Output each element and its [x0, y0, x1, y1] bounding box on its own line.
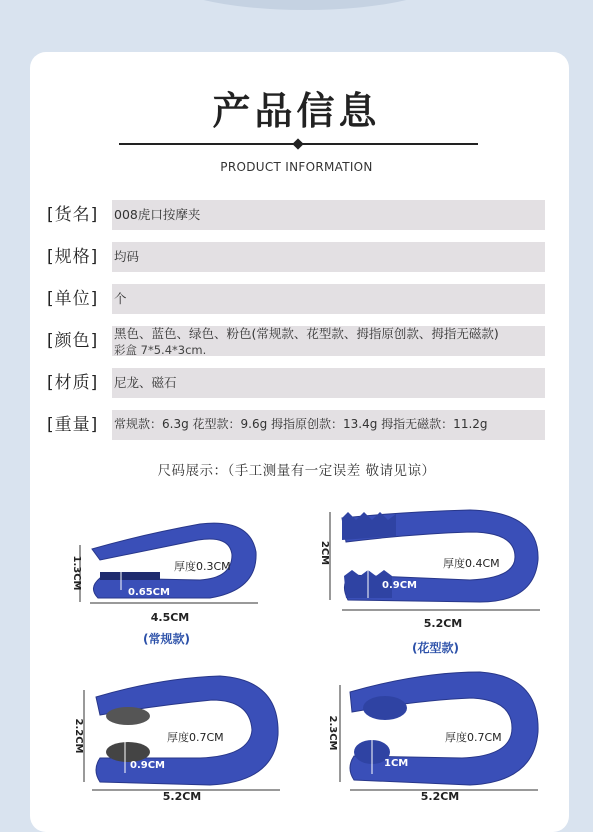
info-value-line1: 黑色、蓝色、绿色、粉色(常规款、花型款、拇指原创款、拇指无磁款): [114, 326, 499, 341]
clip-regular: [71, 523, 258, 624]
info-label: [材质]: [47, 373, 99, 393]
clip-regular-height: 1.3CM: [71, 555, 82, 591]
clip-flower-thickness: 厚度0.4CM: [443, 557, 500, 570]
info-value: 个: [112, 284, 545, 314]
clip-thumb-nomagnet: [327, 672, 538, 800]
info-value: 均码: [112, 242, 545, 272]
clip-flower-caption: (花型款): [412, 641, 459, 655]
clip-thumb-original-magnet-bottom: [106, 742, 150, 762]
info-label: [规格]: [47, 247, 99, 267]
clip-thumb-nomagnet-length: 5.2CM: [420, 790, 460, 800]
clip-flower-gap: 0.9CM: [382, 580, 418, 591]
clip-thumb-original-magnet-top: [106, 707, 150, 725]
clip-thumb-nomagnet-gap: 1CM: [384, 758, 409, 769]
info-label: [重量]: [47, 415, 99, 435]
clip-regular-length: 4.5CM: [150, 611, 190, 624]
info-value-line2: 彩盒 7*5.4*3cm.: [114, 343, 207, 356]
clip-thumb-nomagnet-body: [350, 672, 538, 785]
page-title: 产品信息: [212, 89, 381, 133]
info-label: [货名]: [47, 205, 99, 225]
info-value: 尼龙、磁石: [112, 368, 545, 398]
info-value: 常规款：6.3g 花型款：9.6g 拇指原创款：13.4g 拇指无磁款：11.2g: [112, 410, 545, 440]
clip-thumb-original-height: 2.2CM: [73, 718, 84, 754]
page-subtitle: PRODUCT INFORMATION: [220, 160, 373, 174]
clip-thumb-nomagnet-height: 2.3CM: [327, 715, 338, 751]
clip-regular-magnet: [100, 572, 160, 580]
clip-flower-height: 2CM: [319, 540, 330, 566]
info-label: [颜色]: [47, 331, 99, 351]
clip-flower: [319, 510, 540, 630]
clip-flower-length: 5.2CM: [423, 617, 463, 630]
size-note: 尺码展示：（手工测量有一定误差 敬请见谅）: [157, 463, 436, 479]
clip-thumb-original-gap: 0.9CM: [130, 760, 166, 771]
clip-regular-gap: 0.65CM: [128, 587, 170, 598]
clip-thumb-original-length: 5.2CM: [162, 790, 202, 800]
info-label: [单位]: [47, 289, 99, 309]
clip-thumb-original: [73, 676, 280, 800]
clip-thumb-nomagnet-thickness: 厚度0.7CM: [445, 731, 502, 744]
clip-regular-thickness: 厚度0.3CM: [174, 560, 231, 573]
clip-regular-caption: (常规款): [143, 632, 190, 646]
clip-thumb-nomagnet-pad-top: [363, 696, 407, 720]
clip-thumb-original-thickness: 厚度0.7CM: [167, 731, 224, 744]
info-value: 008虎口按摩夹: [112, 200, 545, 230]
